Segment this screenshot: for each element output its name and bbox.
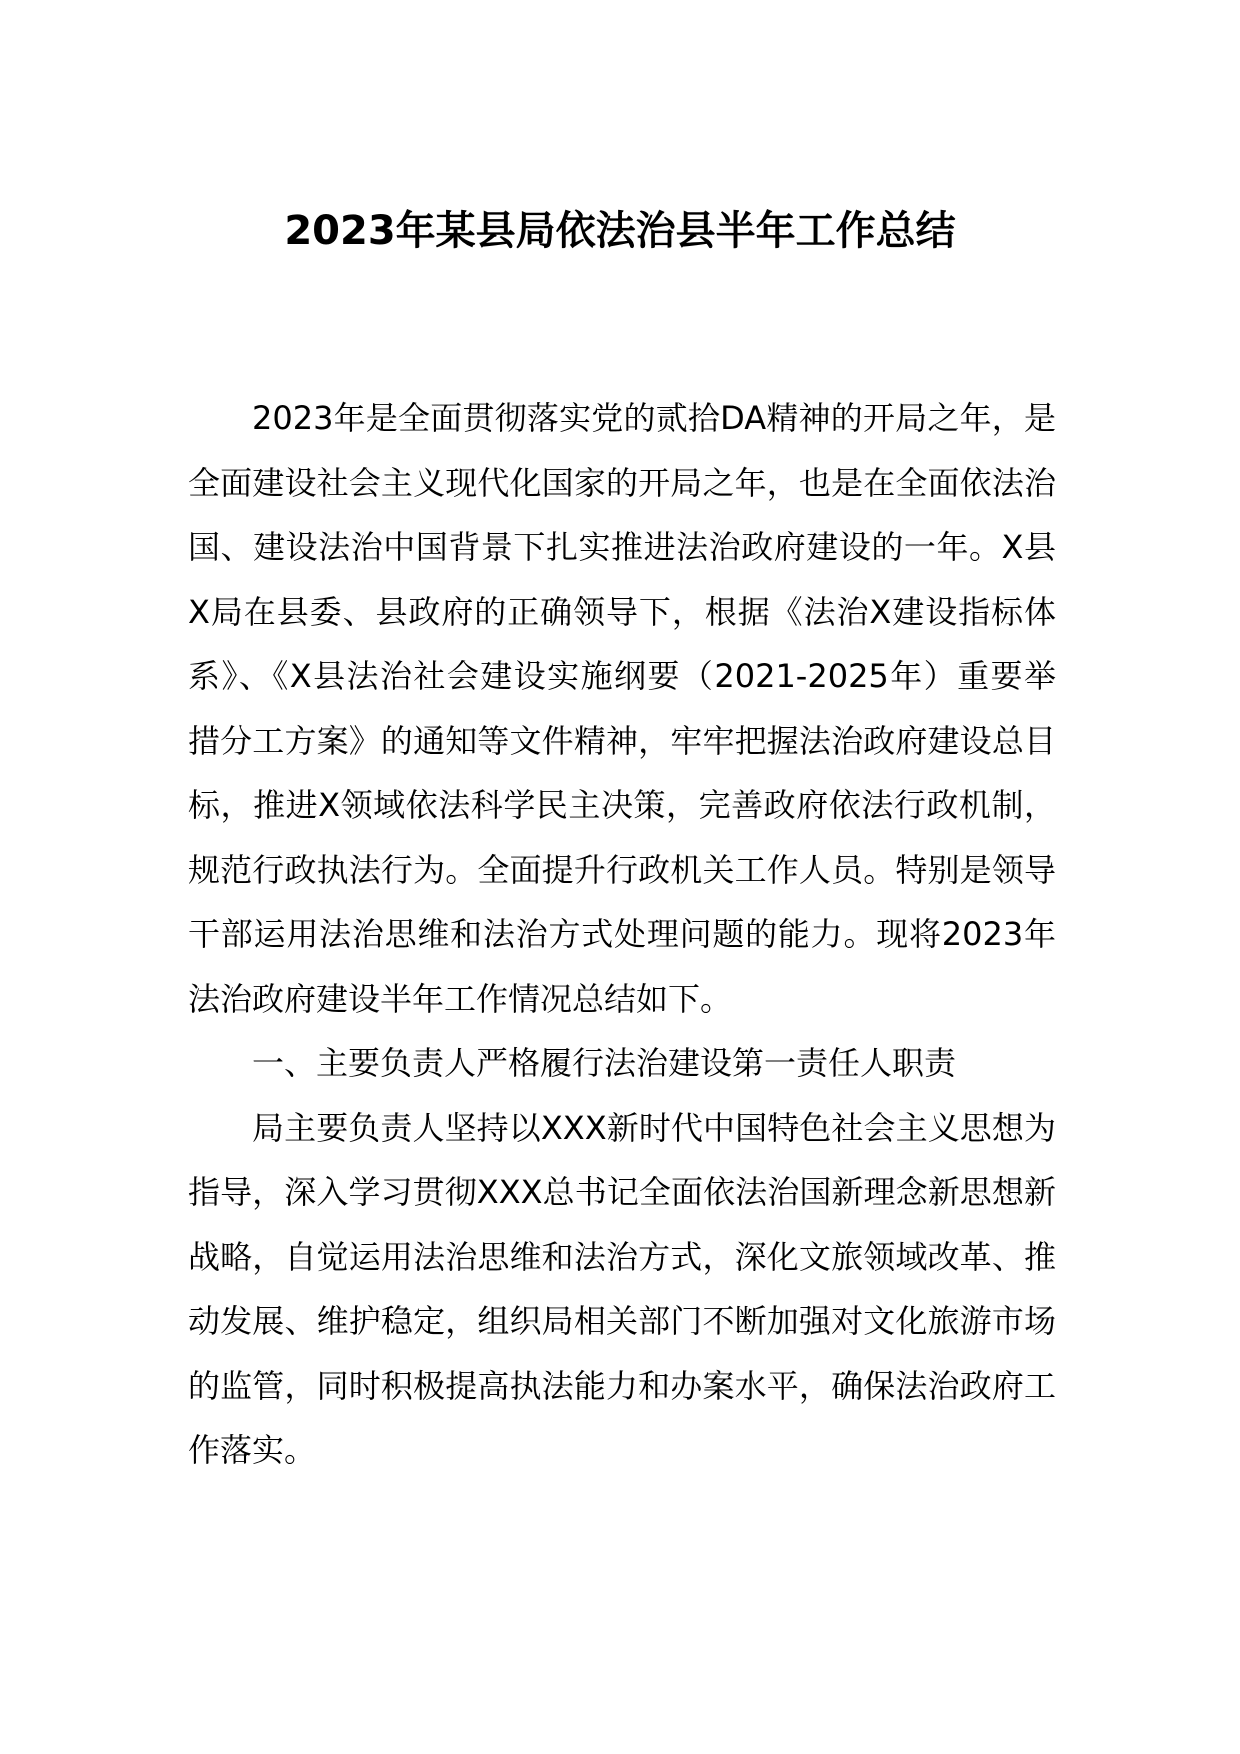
document-title: 2023年某县局依法治县半年工作总结 xyxy=(284,208,956,254)
section-1-paragraph: 局主要负责人坚持以XXX新时代中国特色社会主义思想为指导，深入学习贯彻XXX总书记全面依法治国新理念新思想新战略，自觉运用法治思维和法治方式，深化文旅领域改革、推动发展、维护稳定，组织局相关部门不断加强对文化旅游市场的监管，同时积极提高执法能力和办案水平，确保法治政府工作落实。 xyxy=(188,1108,1056,1469)
intro-paragraph: 2023年是全面贯彻落实党的贰拾DA精神的开局之年，是全面建设社会主义现代化国家的开局之年，也是在全面依法治国、建设法治中国背景下扎实推进法治政府建设的一年。X县X局在县委、县政府的正确领导下，根据《法治X建设指标体系》、《X县法治社会建设实施纲要（2021-2025年）重要举措分工方案》的通知等文件精神，牢牢把握法治政府建设总目标，推进X领域依法科学民主决策，完善政府依法行政机制，规范行政执法行为。全面提升行政机关工作人员。特别是领导干部运用法治思维和法治方式处理问题的能力。现将2023年法治政府建设半年工作情况总结如下。 xyxy=(188,399,1056,1018)
document-body xyxy=(188,386,1056,1483)
section-heading-1: 一、主要负责人严格履行法治建设第一责任人职责 xyxy=(252,1044,957,1082)
